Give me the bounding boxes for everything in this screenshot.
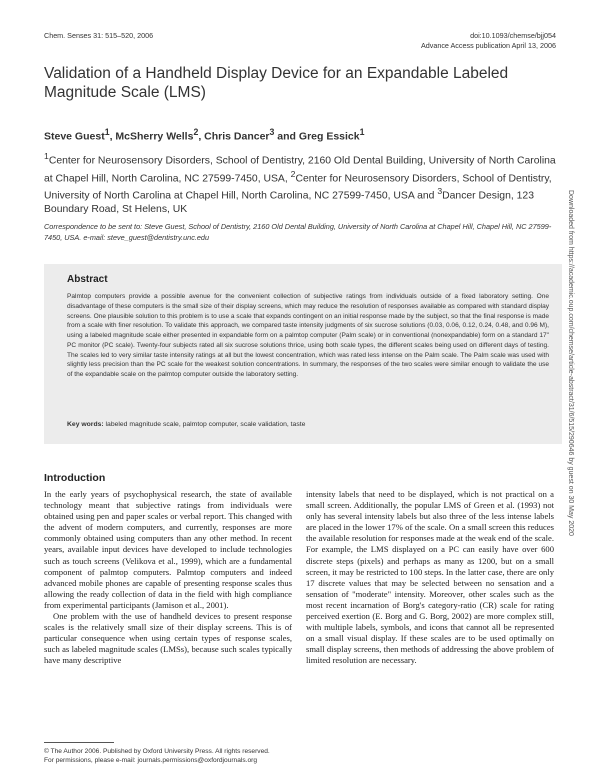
journal-citation: Chem. Senses 31: 515–520, 2006 (44, 31, 154, 40)
footer-rule (44, 742, 114, 743)
author-separator: and (274, 130, 299, 143)
body-column-right (306, 489, 554, 667)
author-separator: , (198, 130, 205, 143)
author-name: Chris Dancer (204, 130, 270, 143)
advance-access-text: Advance Access publication April 13, 2006 (420, 41, 556, 50)
author-affil-sup: 1 (359, 127, 365, 137)
introduction-heading: Introduction (44, 472, 106, 484)
author-name: McSherry Wells (115, 130, 194, 143)
keywords-list: labeled magnitude scale, palmtop computer, scale validation, taste (103, 421, 306, 428)
affil-text: Center for Neurosensory Disorders, School of Dentistry, 2160 Old Dental Building, University of North Carolina at Chapel Hill, North Carolina, NC 27599-7450, USA, (44, 155, 556, 185)
article-title: Validation of a Handheld Display Device for an Expandable Labeled Magnitude Scale (LMS) (44, 65, 509, 101)
author-affil-sup: 2 (193, 127, 199, 137)
body-column-left (44, 489, 292, 667)
abstract-body: Palmtop computers provide a possible avenue for the convenient collection of subjective ratings from individuals outside of a fixed laboratory setting. One disadvantage of these computers is the small size of their display screens, which may reduce the resolution of responses available as compared with standard display screens. One plausible solution to this problem is to use a scale that expands contingent on an initial response made by the subject, so that the final response is made from a scale with finer resolution. To validate this approach, we compared taste intensity judgments of six sucrose solutions (0.03, 0.06, 0.12, 0.24, 0.48, and 0.96 M), using a labeled magnitude scale either presented in expandable form on a palmtop computer (Palm scale) or in conventional (nonexpandable) form on a standard 17" PC monitor (PC scale). Twenty-four subjects rated all six sucrose solutions thrice, using both scale types, the different scales being used on different days of testing. The scales led to very similar taste intensity ratings at all but the lowest concentration, which was rated less intense on the Palm scale. The Palm scale was used with slightly less precision than the PC scale for the weakest solution concentrations. In summary, the responses of the two scales were similar enough to validate the use of the expandable scale on the palmtop computer outside the laboratory setting. (67, 293, 549, 378)
affil-sup: 3 (437, 186, 443, 197)
paragraph: In the early years of psychophysical research, the state of available technology meant that subjective ratings from individuals were obtained using pen and paper scales or verbal report. This changed with the advent of modern computers, and currently, responses are more commonly obtained using computers than any other method. In recent years, available input devices have developed to include technologies such as touch screens (Velikova et al., 1999), which are a fundamental component of palmtop computers. Palmtop computers and indeed advanced mobile phones are capable of presenting response scales thus allowing the ready collection of data in the field with high compliance from experimental participants (Jamison et al., 2001). (44, 489, 292, 610)
doi-text[interactable]: doi:10.1093/chemse/bjj054 (470, 31, 556, 40)
download-watermark: Downloaded from https://academic.oup.com/chemse/article-abstract/31/6/515/290646 by guest on 30 May 2020 (567, 190, 574, 536)
paragraph: intensity labels that need to be displayed, which is not practical on a small screen. Additionally, the popular LMS of Green et al. (1993) not only has several intensity labels but also three of the less intense labels are placed in the lower 17% of the scale. On a small screen this reduces the available resolution for responses made at the weak end of the scale. For example, the LMS displayed on a PC can easily have over 600 discrete steps (pixels) and perhaps as many as 1200, but on a small screen, it may be restricted to 100 steps. In the latter case, there are only 17 discrete values that may be selected between no sensation and a sensation of "moderate" intensity. Moreover, other scales such as the most recent incarnation of Borg's category-ratio (CR) scale for rating perceived exertion (E. Borg and G. Borg, 2002) are more complex still, with multiple labels, symbols, and icons that cannot all be represented on a small visual display. If these scales are to be used optimally on small display screens, then methods of addressing the above problem of limited resolution are necessary. (306, 489, 554, 666)
abstract-heading: Abstract (67, 274, 108, 285)
author-name: Steve Guest (44, 130, 105, 143)
affil-sup: 2 (290, 168, 296, 179)
affiliations (44, 150, 564, 216)
affil-sup: 1 (44, 151, 49, 161)
doi-block (421, 31, 556, 51)
keywords (67, 421, 549, 428)
author-separator: , (109, 130, 116, 143)
author-affil-sup: 3 (269, 127, 275, 137)
copyright-text: © The Author 2006. Published by Oxford University Press. All rights reserved. (44, 748, 270, 755)
paragraph: One problem with the use of handheld devices to present response scales is the relatively small size of their display screens. This is of particular consequence when using certain types of response scales, such as labeled magnitude scales (LMSs), because such scales typically have many descriptive (44, 611, 292, 666)
keywords-label: Key words: (67, 421, 104, 428)
affil-text: Dancer Design, 123 Boundary Road, St Helens, UK (44, 190, 534, 216)
author-affil-sup: 1 (104, 127, 110, 137)
footer (44, 747, 270, 765)
permissions-text: For permissions, please e-mail: journals.permissions@oxfordjournals.org (44, 757, 258, 764)
author-name: Greg Essick (298, 130, 360, 143)
author-list (44, 127, 364, 143)
affil-text: Center for Neurosensory Disorders, School of Dentistry, University of North Carolina at Chapel Hill, North Carolina, NC 27599-7450, USA and (44, 173, 552, 202)
correspondence: Correspondence to be sent to: Steve Guest, School of Dentistry, 2160 Old Dental Building, University of North Carolina at Chapel Hill, Chapel Hill, NC 27599-7450, USA. e-mail: steve_guest@dentistry.unc.edu (44, 222, 552, 242)
